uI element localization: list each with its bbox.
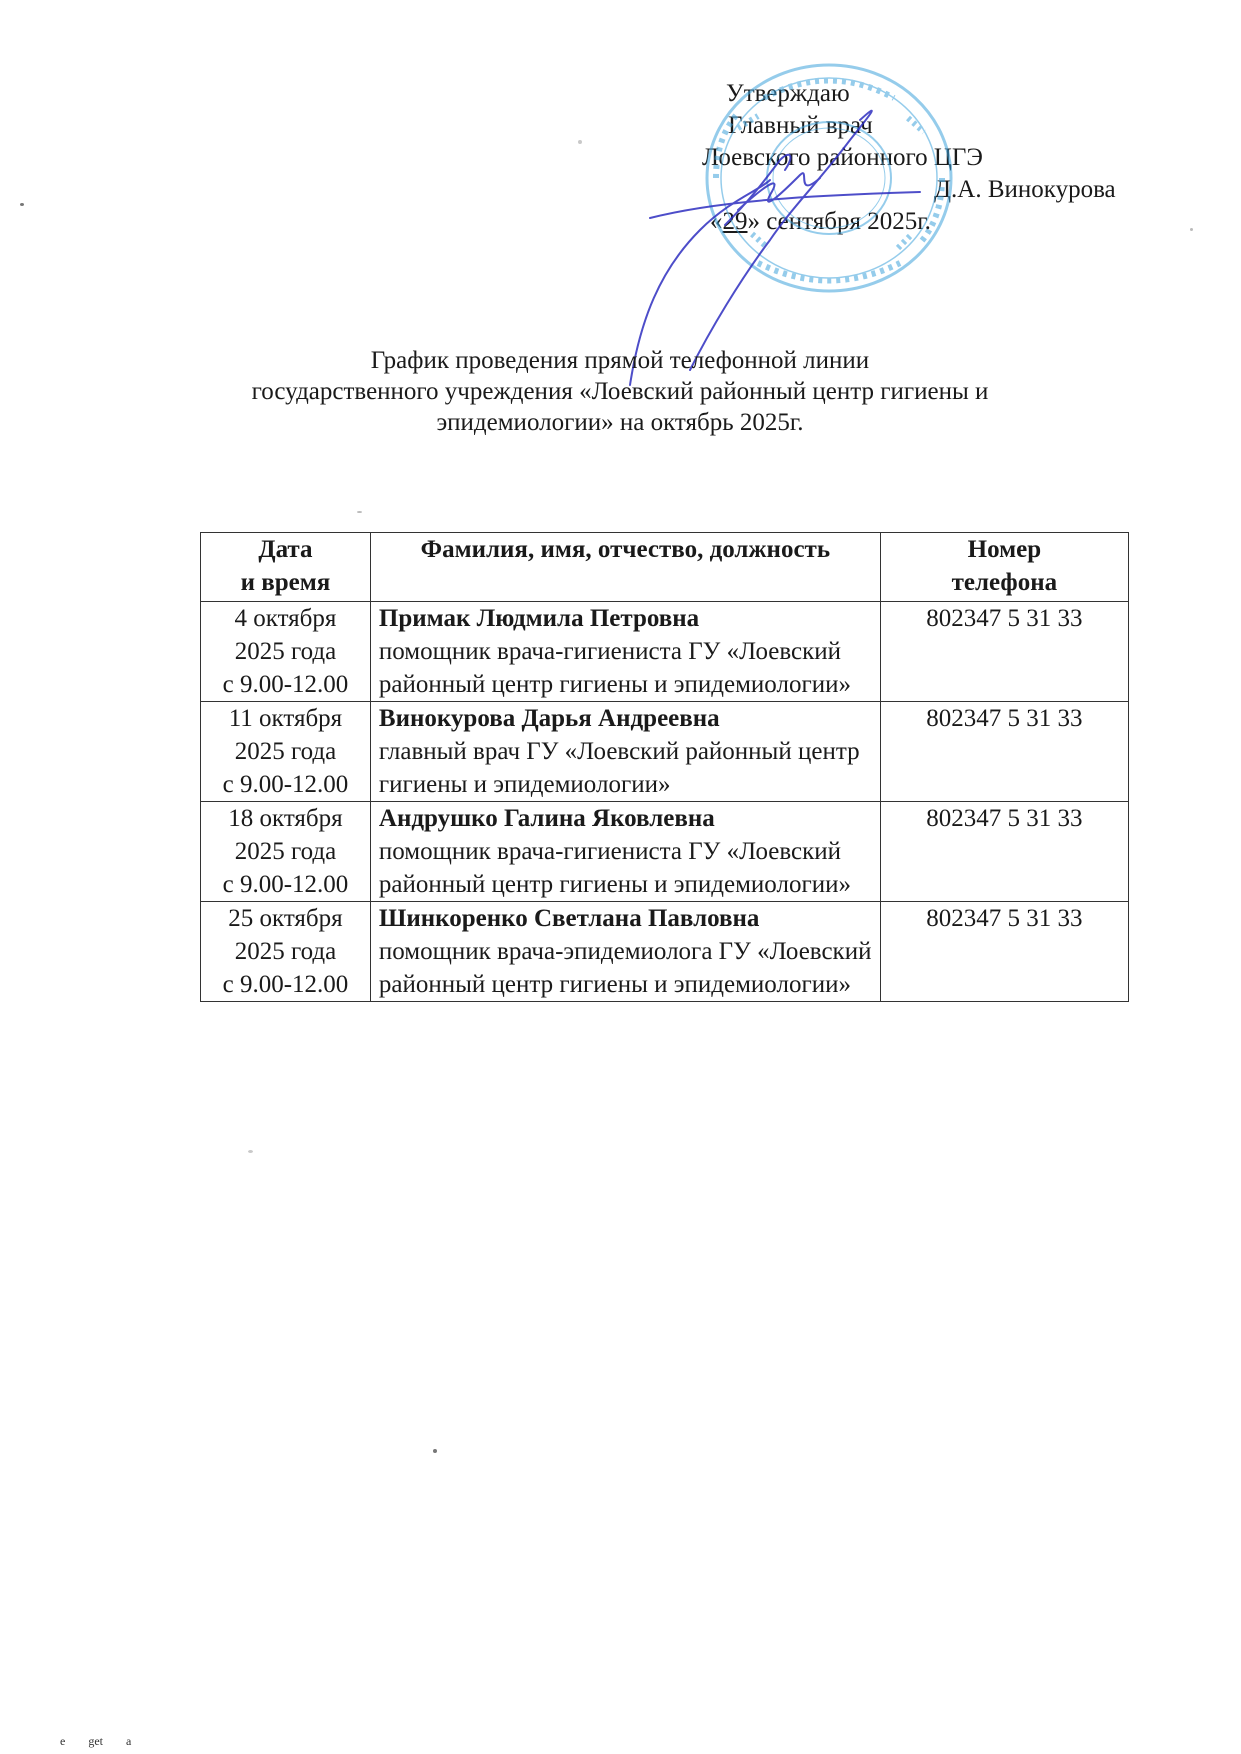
date-cell bbox=[201, 902, 371, 1002]
scan-speck bbox=[1190, 228, 1193, 231]
date-cell bbox=[201, 702, 371, 802]
phone-cell: 802347 5 31 33 bbox=[880, 602, 1128, 702]
date-time: с 9.00-12.00 bbox=[222, 771, 349, 798]
title-line-2: государственного учреждения «Лоевский районный центр гигиены и bbox=[251, 378, 989, 405]
person-cell bbox=[370, 802, 880, 902]
header-phone bbox=[880, 533, 1128, 602]
phone-cell: 802347 5 31 33 bbox=[880, 902, 1128, 1002]
person-position: помощник врача-гигиениста ГУ «Лоевский районный центр гигиены и эпидемиологии» bbox=[378, 638, 851, 698]
person-cell bbox=[370, 702, 880, 802]
phone-cell: 802347 5 31 33 bbox=[880, 802, 1128, 902]
table-header-row bbox=[201, 533, 1129, 602]
date-year: 2025 года bbox=[234, 638, 337, 665]
header-date-line-2: и время bbox=[240, 569, 331, 596]
scan-speck bbox=[20, 203, 24, 206]
header-date bbox=[201, 533, 371, 602]
person-name: Шинкоренко Светлана Павловна bbox=[378, 905, 760, 932]
date-year: 2025 года bbox=[234, 938, 337, 965]
approver-name: Д.А. Винокурова bbox=[934, 176, 1116, 203]
approval-date-day: 29 bbox=[722, 208, 748, 235]
scan-speck bbox=[433, 1449, 437, 1453]
date-year: 2025 года bbox=[234, 838, 337, 865]
person-cell bbox=[370, 602, 880, 702]
scan-speck bbox=[248, 1150, 253, 1153]
date-time: с 9.00-12.00 bbox=[222, 871, 349, 898]
header-phone-line-2: телефона bbox=[951, 569, 1058, 596]
table-row bbox=[201, 602, 1129, 702]
person-cell bbox=[370, 902, 880, 1002]
title-line-3: эпидемиологии» на октябрь 2025г. bbox=[436, 409, 804, 436]
table-row bbox=[201, 702, 1129, 802]
person-name: Андрушко Галина Яковлевна bbox=[378, 805, 715, 832]
person-position: помощник врача-гигиениста ГУ «Лоевский районный центр гигиены и эпидемиологии» bbox=[378, 838, 851, 898]
date-time: с 9.00-12.00 bbox=[222, 671, 349, 698]
person-position: главный врач ГУ «Лоевский районный центр гигиены и эпидемиологии» bbox=[378, 738, 860, 798]
schedule-table bbox=[200, 532, 1129, 1002]
header-name: Фамилия, имя, отчество, должность bbox=[370, 533, 880, 602]
title-line-1: График проведения прямой телефонной линии bbox=[370, 347, 870, 374]
person-name: Примак Людмила Петровна bbox=[378, 605, 700, 632]
approval-date-rest: » сентября 2025г. bbox=[747, 208, 931, 235]
approver-organization: Лоевского районного ЦГЭ bbox=[702, 144, 983, 171]
date-day: 11 октября bbox=[228, 705, 343, 732]
approval-block bbox=[702, 78, 1182, 238]
date-cell bbox=[201, 602, 371, 702]
table-row bbox=[201, 802, 1129, 902]
phone-cell: 802347 5 31 33 bbox=[880, 702, 1128, 802]
header-phone-line-1: Номер bbox=[967, 536, 1042, 563]
approver-title: Главный врач bbox=[728, 112, 873, 139]
footer-note: e get a bbox=[60, 1734, 132, 1748]
header-date-line-1: Дата bbox=[258, 536, 313, 563]
approval-date bbox=[702, 206, 1182, 238]
date-time: с 9.00-12.00 bbox=[222, 971, 349, 998]
approval-label: Утверждаю bbox=[726, 80, 850, 107]
scan-speck bbox=[578, 140, 582, 144]
table-row bbox=[201, 902, 1129, 1002]
scan-speck bbox=[357, 511, 362, 513]
date-day: 18 октября bbox=[228, 805, 343, 832]
person-position: помощник врача-эпидемиолога ГУ «Лоевский районный центр гигиены и эпидемиологии» bbox=[378, 938, 872, 998]
date-day: 25 октября bbox=[228, 905, 343, 932]
person-name: Винокурова Дарья Андреевна bbox=[378, 705, 720, 732]
date-cell bbox=[201, 802, 371, 902]
date-year: 2025 года bbox=[234, 738, 337, 765]
document-title bbox=[180, 345, 1060, 438]
approval-date-open: « bbox=[710, 208, 723, 235]
date-day: 4 октября bbox=[234, 605, 337, 632]
